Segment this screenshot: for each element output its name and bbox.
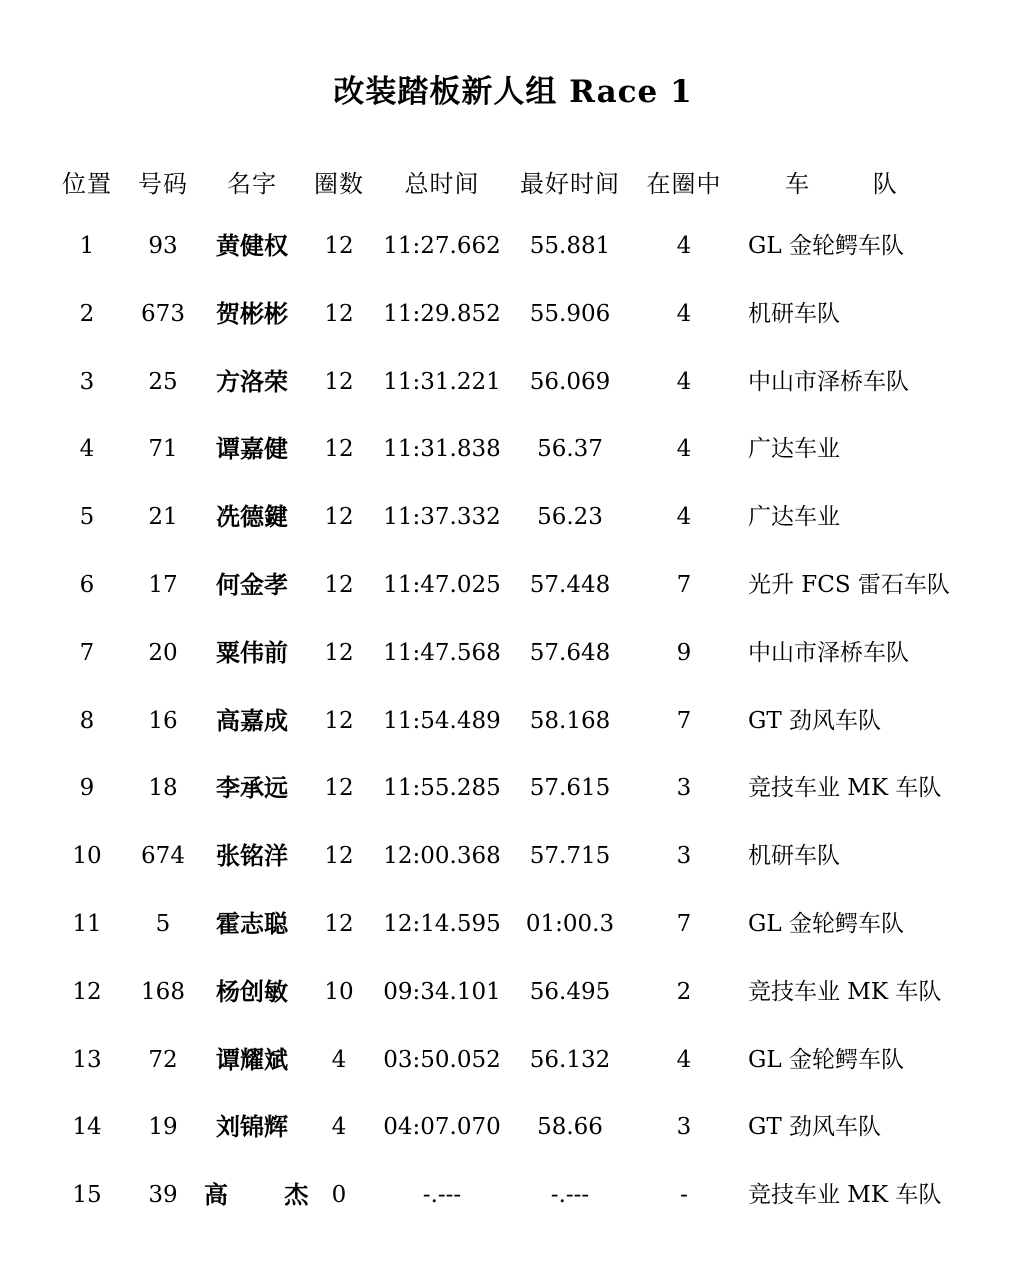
row-in-lap: 3 [676, 843, 692, 869]
row-number: 17 [148, 572, 178, 598]
row-total-time: 12:00.368 [383, 843, 501, 869]
row-number: 5 [155, 911, 171, 937]
row-name: 霍志聪 [216, 909, 288, 938]
row-in-lap: 3 [676, 775, 692, 801]
row-name: 杨创敏 [216, 977, 288, 1006]
row-team: GL 金轮鳄车队 [748, 233, 904, 259]
row-position: 14 [72, 1114, 102, 1140]
row-total-time: 11:31.221 [383, 369, 501, 395]
row-in-lap: 4 [676, 1047, 692, 1073]
row-team: 光升 FCS 雷石车队 [748, 572, 950, 598]
row-best-time: 57.648 [529, 640, 611, 666]
row-name: 高嘉成 [216, 706, 288, 735]
row-laps: 12 [324, 436, 354, 462]
row-laps: 10 [324, 979, 354, 1005]
header-best-time: 最好时间 [520, 170, 620, 198]
row-name: 李承远 [216, 773, 288, 802]
row-position: 3 [79, 369, 95, 395]
row-number: 674 [141, 843, 185, 869]
header-name: 名字 [227, 170, 277, 198]
table-row [0, 290, 1026, 342]
table-row [0, 764, 1026, 816]
header-team: 车 队 [785, 170, 925, 198]
row-best-time: 01:00.3 [525, 911, 615, 937]
row-best-time: 56.37 [537, 436, 603, 462]
table-row [0, 900, 1026, 952]
row-in-lap: - [680, 1182, 688, 1208]
row-number: 21 [148, 504, 178, 530]
row-name: 谭耀斌 [216, 1045, 288, 1074]
header-number: 号码 [138, 170, 188, 198]
row-laps: 4 [331, 1114, 347, 1140]
row-laps: 12 [324, 301, 354, 327]
row-number: 168 [141, 979, 185, 1005]
table-row [0, 222, 1026, 274]
row-laps: 0 [331, 1182, 347, 1208]
row-number: 71 [148, 436, 178, 462]
table-row [0, 1036, 1026, 1088]
row-laps: 4 [331, 1047, 347, 1073]
row-total-time: 04:07.070 [383, 1114, 501, 1140]
row-in-lap: 3 [676, 1114, 692, 1140]
table-row [0, 1103, 1026, 1155]
row-team: 中山市泽桥车队 [748, 369, 909, 395]
row-total-time: 11:31.838 [383, 436, 501, 462]
row-total-time: 03:50.052 [383, 1047, 501, 1073]
row-laps: 12 [324, 708, 354, 734]
row-best-time: -.--- [550, 1182, 590, 1208]
row-best-time: 56.132 [529, 1047, 611, 1073]
row-best-time: 58.66 [537, 1114, 603, 1140]
row-laps: 12 [324, 233, 354, 259]
page-title: 改装踏板新人组 Race 1 [333, 74, 693, 110]
row-number: 93 [148, 233, 178, 259]
row-team: 机研车队 [748, 301, 840, 327]
header-position: 位置 [62, 170, 112, 198]
row-number: 16 [148, 708, 178, 734]
row-total-time: 11:47.025 [383, 572, 501, 598]
header-laps: 圈数 [314, 170, 364, 198]
table-row [0, 358, 1026, 410]
row-number: 25 [148, 369, 178, 395]
row-name: 粟伟前 [216, 638, 288, 667]
row-team: 竞技车业 MK 车队 [748, 775, 942, 801]
row-best-time: 56.495 [529, 979, 611, 1005]
row-in-lap: 4 [676, 301, 692, 327]
table-row [0, 493, 1026, 545]
row-total-time: 11:55.285 [383, 775, 501, 801]
table-row [0, 629, 1026, 681]
row-position: 9 [79, 775, 95, 801]
row-laps: 12 [324, 369, 354, 395]
table-row [0, 1171, 1026, 1223]
table-row [0, 832, 1026, 884]
row-position: 7 [79, 640, 95, 666]
row-in-lap: 7 [676, 708, 692, 734]
row-name: 高 杰 [204, 1180, 333, 1209]
row-number: 20 [148, 640, 178, 666]
row-name: 刘锦辉 [216, 1112, 288, 1141]
row-number: 19 [148, 1114, 178, 1140]
header-in-lap: 在圈中 [646, 170, 722, 198]
row-in-lap: 2 [676, 979, 692, 1005]
row-number: 39 [148, 1182, 178, 1208]
row-position: 10 [72, 843, 102, 869]
row-best-time: 56.069 [529, 369, 611, 395]
row-best-time: 58.168 [529, 708, 611, 734]
row-total-time: -.--- [422, 1182, 462, 1208]
header-total-time: 总时间 [404, 170, 480, 198]
row-position: 11 [72, 911, 102, 937]
row-total-time: 09:34.101 [383, 979, 501, 1005]
row-name: 冼德鍵 [216, 502, 288, 531]
row-total-time: 11:27.662 [383, 233, 501, 259]
row-number: 72 [148, 1047, 178, 1073]
row-number: 18 [148, 775, 178, 801]
row-total-time: 12:14.595 [383, 911, 501, 937]
row-laps: 12 [324, 911, 354, 937]
row-laps: 12 [324, 572, 354, 598]
row-best-time: 57.448 [529, 572, 611, 598]
row-position: 13 [72, 1047, 102, 1073]
row-position: 4 [79, 436, 95, 462]
table-row [0, 697, 1026, 749]
row-in-lap: 9 [676, 640, 692, 666]
row-name: 何金孝 [216, 570, 288, 599]
row-position: 2 [79, 301, 95, 327]
row-position: 8 [79, 708, 95, 734]
row-team: 竞技车业 MK 车队 [748, 979, 942, 1005]
row-number: 673 [141, 301, 185, 327]
row-best-time: 57.715 [529, 843, 611, 869]
row-in-lap: 4 [676, 504, 692, 530]
row-team: 广达车业 [748, 504, 840, 530]
row-best-time: 55.881 [529, 233, 611, 259]
row-laps: 12 [324, 843, 354, 869]
row-laps: 12 [324, 504, 354, 530]
row-total-time: 11:47.568 [383, 640, 501, 666]
row-team: GL 金轮鳄车队 [748, 1047, 904, 1073]
row-in-lap: 4 [676, 436, 692, 462]
table-header [0, 160, 1026, 208]
row-team: 广达车业 [748, 436, 840, 462]
row-name: 方洛荣 [216, 367, 288, 396]
row-team: 竞技车业 MK 车队 [748, 1182, 942, 1208]
row-position: 15 [72, 1182, 102, 1208]
row-in-lap: 7 [676, 572, 692, 598]
row-name: 黄健权 [216, 231, 288, 260]
row-in-lap: 4 [676, 233, 692, 259]
table-row [0, 561, 1026, 613]
row-name: 贺彬彬 [216, 299, 288, 328]
row-team: 机研车队 [748, 843, 840, 869]
row-best-time: 55.906 [529, 301, 611, 327]
row-position: 6 [79, 572, 95, 598]
row-name: 谭嘉健 [216, 434, 288, 463]
row-best-time: 56.23 [537, 504, 603, 530]
row-total-time: 11:37.332 [383, 504, 501, 530]
row-team: GL 金轮鳄车队 [748, 911, 904, 937]
row-best-time: 57.615 [529, 775, 611, 801]
row-team: 中山市泽桥车队 [748, 640, 909, 666]
row-position: 1 [79, 233, 95, 259]
row-total-time: 11:29.852 [383, 301, 501, 327]
table-row [0, 968, 1026, 1020]
row-team: GT 劲风车队 [748, 708, 882, 734]
row-team: GT 劲风车队 [748, 1114, 882, 1140]
row-position: 12 [72, 979, 102, 1005]
row-laps: 12 [324, 775, 354, 801]
table-row [0, 425, 1026, 477]
row-laps: 12 [324, 640, 354, 666]
row-total-time: 11:54.489 [383, 708, 501, 734]
row-in-lap: 7 [676, 911, 692, 937]
row-position: 5 [79, 504, 95, 530]
row-name: 张铭洋 [216, 841, 288, 870]
row-in-lap: 4 [676, 369, 692, 395]
